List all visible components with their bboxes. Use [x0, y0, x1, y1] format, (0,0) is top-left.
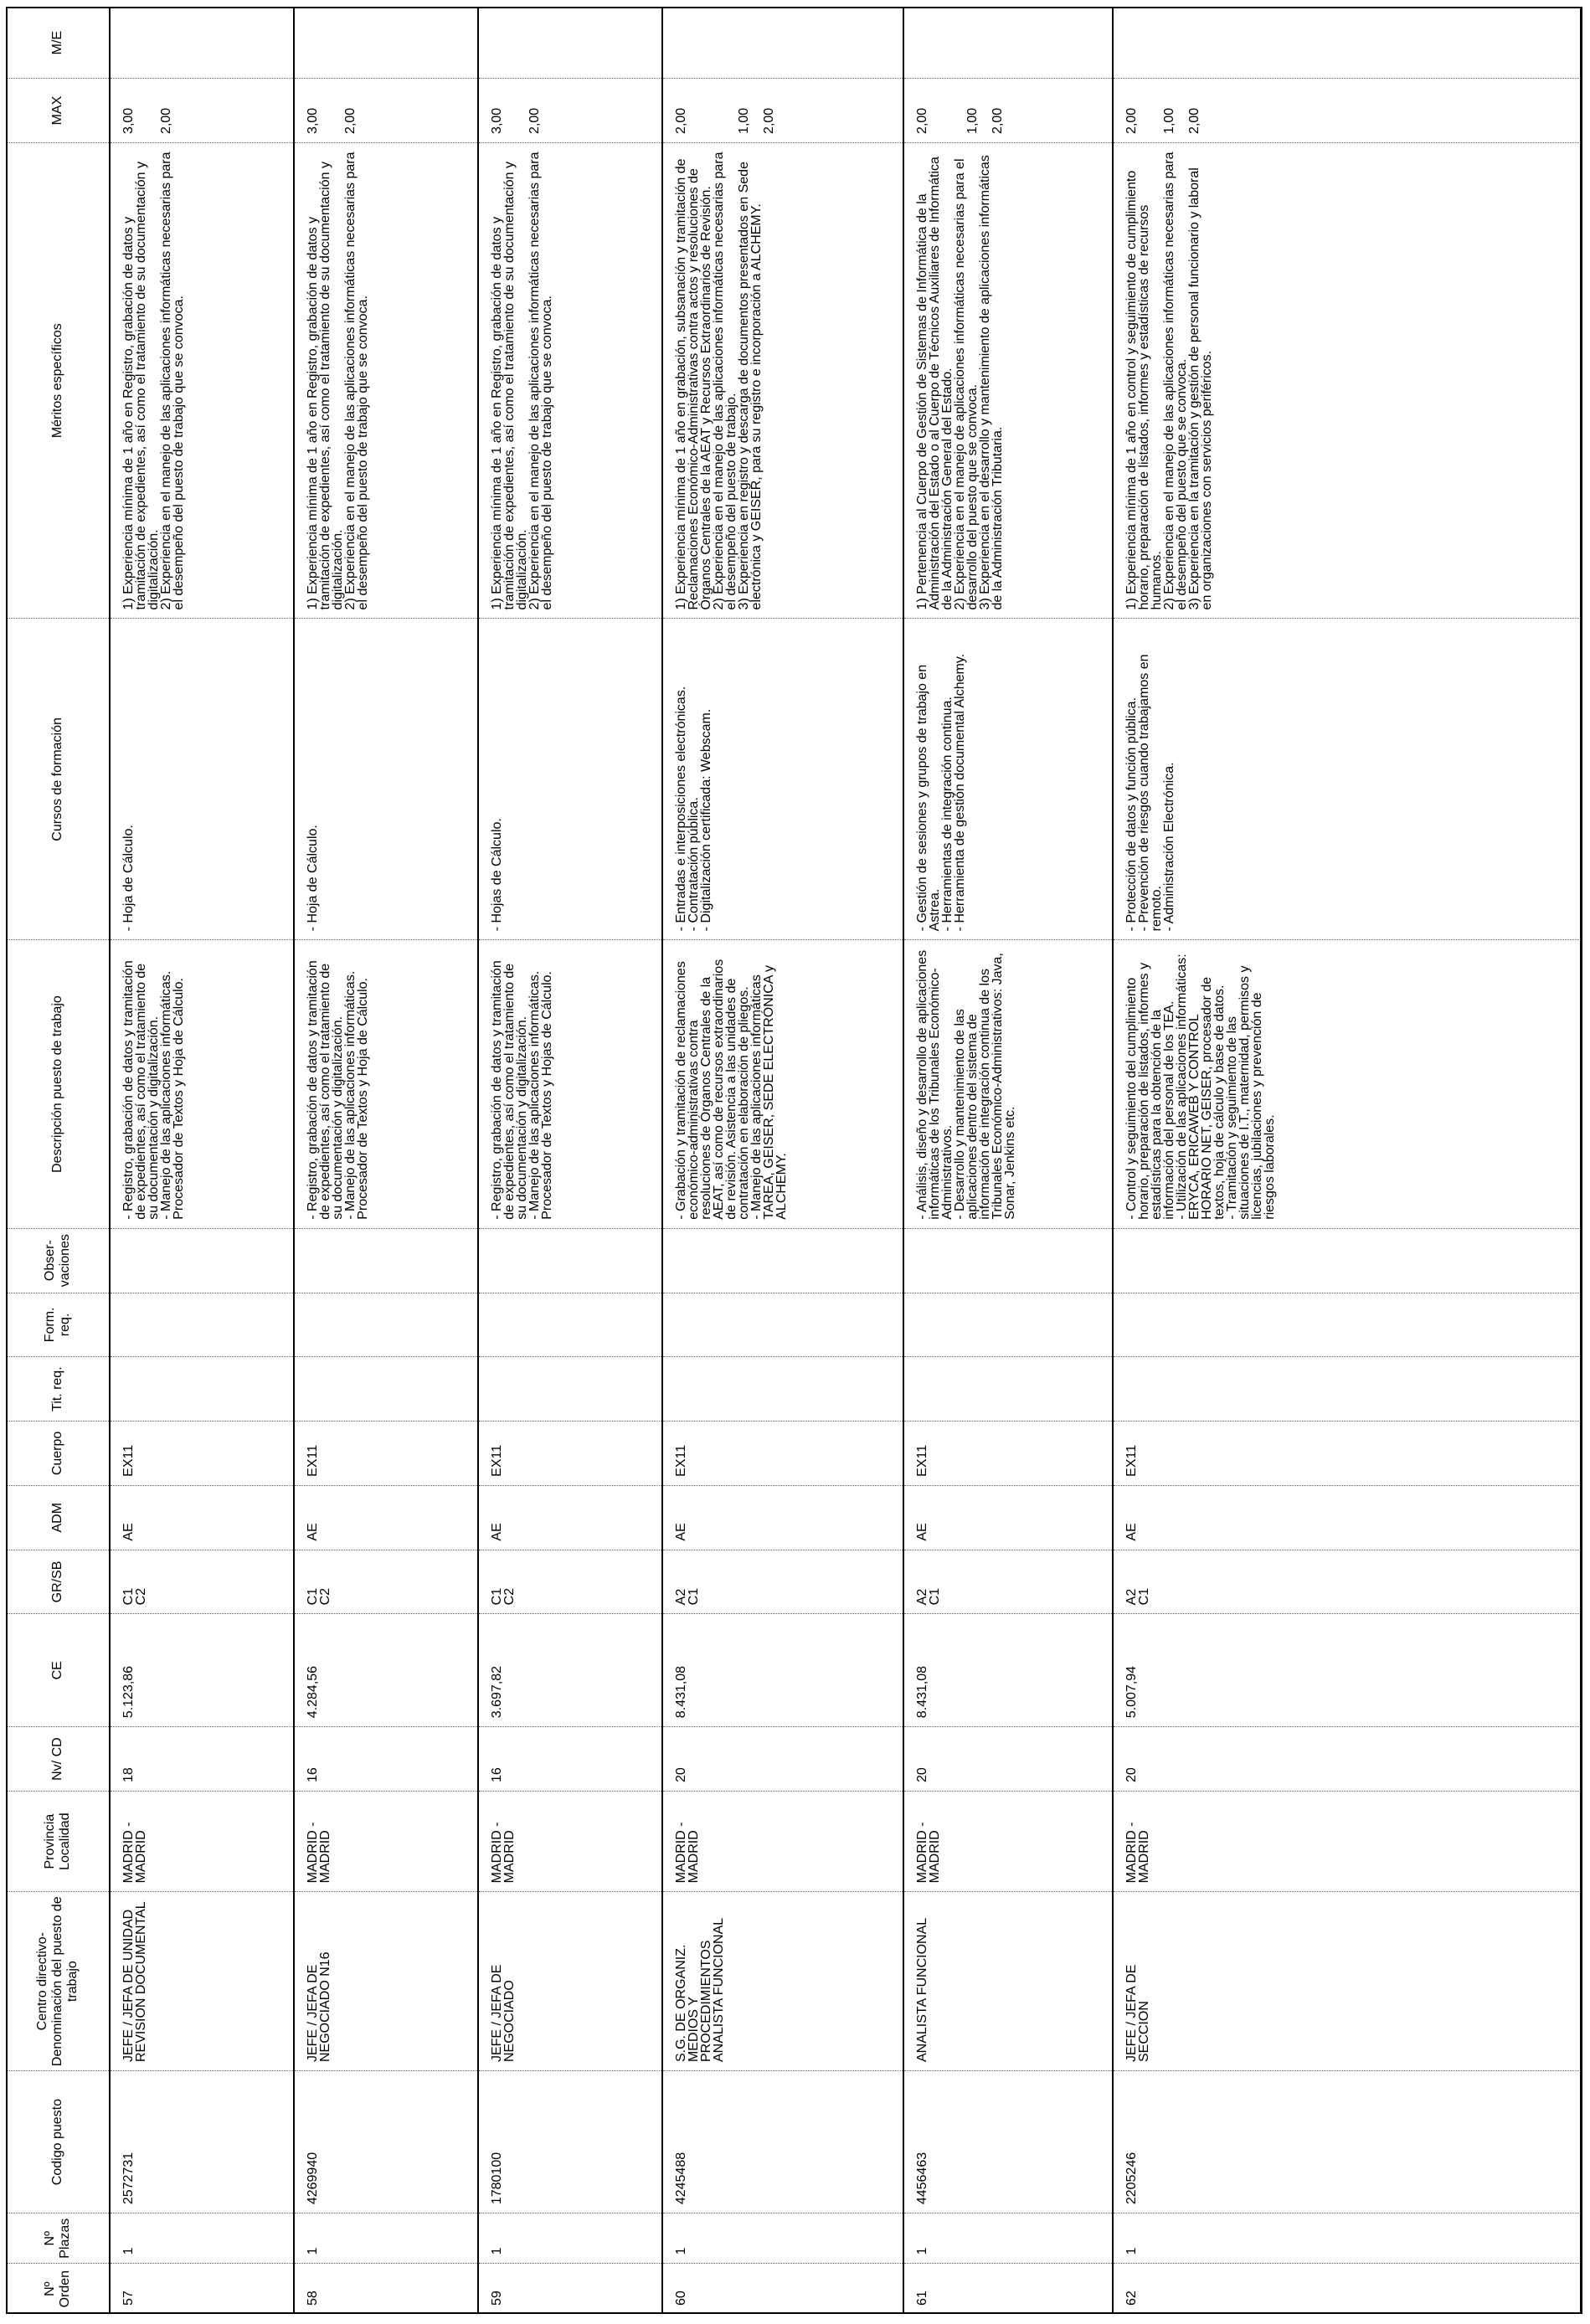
cell-plazas: 1: [1113, 2213, 1582, 2264]
cell-ce: 4.284,56: [294, 1614, 478, 1727]
cell-grsb: C1 C2: [478, 1550, 662, 1614]
cell-cuerpo: EX11: [662, 1422, 903, 1486]
cell-obs: [903, 1228, 1113, 1293]
cell-orden: 59: [478, 2264, 662, 2314]
cell-obs: [294, 1228, 478, 1293]
table-row: [478, 8, 662, 2315]
cell-cursos: - Entradas e interposiciones electrónicas. - Contratación pública. - Digitalización certificada: Webscam.: [662, 619, 903, 940]
cell-obs: [478, 1228, 662, 1293]
cell-codigo: 4269940: [294, 2071, 478, 2213]
cell-ce: 5.007,94: [1113, 1614, 1582, 1727]
cell-tit: [662, 1357, 903, 1422]
positions-table: [6, 7, 1582, 2314]
cell-codigo: 4456463: [903, 2071, 1113, 2213]
cell-meritos: 1) Experiencia mínima de 1 año en Registro, grabación de datos y tramitación de expedientes, así como el tratamiento de su documentación y digitalización. 2) Experiencia en el manejo de las aplicaciones informáticas necesarias para el desempeño del puesto de trabajo que se convoca.: [110, 142, 294, 619]
cell-meritos: 1) Experiencia mínima de 1 año en grabación, subsanación y tramitación de Reclamaciones Económico-Administrativas contra actos y resoluciones de Órganos Centrales de la AEAT y Recursos Extraordinarios de Revisión. 2) Experiencia en el manejo de las aplicaciones informáticas necesarias para el desempeño del puesto de trabajo. 3) Experiencia en registro y descarga de documentos presentados en Sede electrónica y GEISER, para su registro e incorporación a ALCHEMY.: [662, 142, 903, 619]
cell-max: 2,00 1,00 2,00: [1113, 79, 1582, 143]
header-centro: Centro directivo-Denominación del puesto de trabajo: [6, 1892, 110, 2071]
cell-descripcion: - Registro, grabación de datos y tramitación de expedientes, así como el tratamiento de su documentación y digitalización. - Manejo de las aplicaciones informáticas. Procesador de Textos y Hojas de Cálculo.: [478, 940, 662, 1228]
header-plazas: Nº Plazas: [6, 2213, 110, 2264]
cell-cursos: - Hojas de Cálculo.: [478, 619, 662, 940]
cell-provincia: MADRID - MADRID: [294, 1791, 478, 1891]
header-obs: Obser-vaciones: [6, 1228, 110, 1293]
cell-meritos: 1) Experiencia mínima de 1 año en control y seguimiento de cumplimiento horario, preparación de listados, informes y estadísticas de recursos humanos. 2) Experiencia en el manejo de las aplicaciones informáticas necesarias para el desempeño del puesto que se convoca. 3) Experiencia en la tramitación y gestión de personal funcionario y laboral en organizaciones con servicios periféricos.: [1113, 142, 1582, 619]
table-row: [1113, 8, 1582, 2315]
header-codigo: Codigo puesto: [6, 2071, 110, 2213]
header-cursos: Cursos de formación: [6, 619, 110, 940]
header-nivel: Nv/ CD: [6, 1727, 110, 1792]
cell-form: [294, 1293, 478, 1357]
cell-provincia: MADRID - MADRID: [662, 1791, 903, 1891]
cell-cuerpo: EX11: [294, 1422, 478, 1486]
cell-me: [903, 8, 1113, 79]
header-cuerpo: Cuerpo: [6, 1422, 110, 1486]
cell-plazas: 1: [903, 2213, 1113, 2264]
cell-ce: 5.123,86: [110, 1614, 294, 1727]
header-adm: ADM: [6, 1485, 110, 1550]
cell-me: [1113, 8, 1582, 79]
cell-me: [662, 8, 903, 79]
cell-nivel: 18: [110, 1727, 294, 1792]
cell-cuerpo: EX11: [1113, 1422, 1582, 1486]
table-row: [662, 8, 903, 2315]
cell-codigo: 1780100: [478, 2071, 662, 2213]
cell-codigo: 2572731: [110, 2071, 294, 2213]
cell-form: [478, 1293, 662, 1357]
header-max: MAX: [6, 79, 110, 143]
cell-tit: [110, 1357, 294, 1422]
cell-orden: 58: [294, 2264, 478, 2314]
cell-cuerpo: EX11: [110, 1422, 294, 1486]
cell-plazas: 1: [294, 2213, 478, 2264]
cell-adm: AE: [478, 1485, 662, 1550]
header-form: Form. req.: [6, 1293, 110, 1357]
cell-tit: [478, 1357, 662, 1422]
cell-max: 3,00 2,00: [478, 79, 662, 143]
cell-grsb: A2 C1: [662, 1550, 903, 1614]
cell-descripcion: - Análisis, diseño y desarrollo de aplicaciones informáticas de los Tribunales Económico-Administrativos. - Desarrollo y mantenimiento de las aplicaciones dentro del sistema de información de integración continua de los Tribunales Económico-Administrativos: Java, Sonar, Jenkins etc.: [903, 940, 1113, 1228]
cell-nivel: 20: [903, 1727, 1113, 1792]
cell-meritos: 1) Experiencia mínima de 1 año en Registro, grabación de datos y tramitación de expedientes, así como el tratamiento de su documentación y digitalización. 2) Experiencia en el manejo de las aplicaciones informáticas necesarias para el desempeño del puesto de trabajo que se convoca.: [478, 142, 662, 619]
cell-codigo: 2205246: [1113, 2071, 1582, 2213]
cell-adm: AE: [903, 1485, 1113, 1550]
cell-nivel: 16: [478, 1727, 662, 1792]
cell-max: 2,00 1,00 2,00: [903, 79, 1113, 143]
table-row: [110, 8, 294, 2315]
header-orden: Nº Orden: [6, 2264, 110, 2314]
cell-orden: 57: [110, 2264, 294, 2314]
cell-provincia: MADRID - MADRID: [1113, 1791, 1582, 1891]
header-grsb: GR/SB: [6, 1550, 110, 1614]
cell-grsb: A2 C1: [1113, 1550, 1582, 1614]
cell-max: 3,00 2,00: [294, 79, 478, 143]
cell-descripcion: - Grabación y tramitación de reclamaciones económico-administrativas contra resoluciones de Órganos Centrales de la AEAT, así como de recursos extraordinarios de revisión. Asistencia a las unidades de contratación en elaboración de pliegos. - Manejo de las aplicaciones informáticas TAREA, GEISER, SEDE ELECTRÓNICA y ALCHEMY.: [662, 940, 903, 1228]
cell-orden: 61: [903, 2264, 1113, 2314]
cell-centro: ANALISTA FUNCIONAL: [903, 1892, 1113, 2071]
cell-orden: 60: [662, 2264, 903, 2314]
header-tit: Tit. req.: [6, 1357, 110, 1422]
cell-tit: [1113, 1357, 1582, 1422]
cell-codigo: 4245488: [662, 2071, 903, 2213]
cell-form: [1113, 1293, 1582, 1357]
cell-provincia: MADRID - MADRID: [110, 1791, 294, 1891]
cell-nivel: 20: [662, 1727, 903, 1792]
header-descripcion: Descripción puesto de trabajo: [6, 940, 110, 1228]
table-row: [903, 8, 1113, 2315]
cell-centro: JEFE / JEFA DE NEGOCIADO N16: [294, 1892, 478, 2071]
cell-provincia: MADRID - MADRID: [478, 1791, 662, 1891]
header-meritos: Méritos específicos: [6, 142, 110, 619]
cell-form: [903, 1293, 1113, 1357]
cell-obs: [110, 1228, 294, 1293]
header-me: M/E: [6, 8, 110, 79]
cell-centro: JEFE / JEFA DE SECCION: [1113, 1892, 1582, 2071]
cell-obs: [1113, 1228, 1582, 1293]
cell-descripcion: - Control y seguimiento del cumplimiento horario, preparación de listados, informes y estadísticas para la obtención de la información del personal de los TEA. - Utilización de las aplicaciones informáticas: ERYCA, ERICAWEB Y CONTROL HORARIO NET, GEISER, procesador de textos, hoja de cálculo y base de datos. - Tramitación y seguimiento de las situaciones de I.T., maternidad, permisos y licencias, jubilaciones y prevención de riesgos laborales.: [1113, 940, 1582, 1228]
cell-grsb: C1 C2: [294, 1550, 478, 1614]
cell-ce: 8.431,08: [662, 1614, 903, 1727]
cell-descripcion: - Registro, grabación de datos y tramitación de expedientes, así como el tratamiento de su documentación y digitalización. - Manejo de las aplicaciones informáticas. Procesador de Textos y Hoja de Cálculo.: [110, 940, 294, 1228]
cell-form: [662, 1293, 903, 1357]
header-provincia: Provincia Localidad: [6, 1791, 110, 1891]
cell-provincia: MADRID - MADRID: [903, 1791, 1113, 1891]
cell-descripcion: - Registro, grabación de datos y tramitación de expedientes, así como el tratamiento de su documentación y digitalización. - Manejo de las aplicaciones informáticas. Procesador de Textos y Hoja de Cálculo.: [294, 940, 478, 1228]
cell-adm: AE: [1113, 1485, 1582, 1550]
cell-adm: AE: [110, 1485, 294, 1550]
cell-obs: [662, 1228, 903, 1293]
cell-cuerpo: EX11: [478, 1422, 662, 1486]
cell-centro: S.G. DE ORGANIZ. MEDIOS Y PROCEDIMIENTOS ANALISTA FUNCIONAL: [662, 1892, 903, 2071]
cell-adm: AE: [662, 1485, 903, 1550]
cell-centro: JEFE / JEFA DE UNIDAD REVISION DOCUMENTAL: [110, 1892, 294, 2071]
cell-nivel: 20: [1113, 1727, 1582, 1792]
header-ce: CE: [6, 1614, 110, 1727]
cell-tit: [294, 1357, 478, 1422]
cell-me: [110, 8, 294, 79]
cell-cursos: - Protección de datos y función pública. - Prevención de riesgos cuando trabajamos en remoto. - Administración Electrónica.: [1113, 619, 1582, 940]
cell-ce: 3.697,82: [478, 1614, 662, 1727]
cell-ce: 8.431,08: [903, 1614, 1113, 1727]
cell-cursos: - Hoja de Cálculo.: [110, 619, 294, 940]
cell-meritos: 1) Experiencia mínima de 1 año en Registro, grabación de datos y tramitación de expedientes, así como el tratamiento de su documentación y digitalización. 2) Experiencia en el manejo de las aplicaciones informáticas necesarias para el desempeño del puesto de trabajo que se convoca.: [294, 142, 478, 619]
cell-plazas: 1: [662, 2213, 903, 2264]
cell-plazas: 1: [110, 2213, 294, 2264]
cell-me: [294, 8, 478, 79]
cell-me: [478, 8, 662, 79]
header-row: [6, 8, 110, 2315]
cell-meritos: 1) Pertenencia al Cuerpo de Gestión de Sistemas de Informática de la Administración del Estado o al Cuerpo de Técnicos Auxiliares de Informática de la Administración General del Estado. 2) Experiencia en el manejo de aplicaciones informáticas necesarias para el desarrollo del puesto que se convoca. 3) Experiencia en el desarrollo y mantenimiento de aplicaciones informáticas de la Administración Tributaria.: [903, 142, 1113, 619]
cell-cursos: - Gestión de sesiones y grupos de trabajo en Astrea. - Herramientas de integración continua. - Herramienta de gestión documental Alchemy.: [903, 619, 1113, 940]
cell-orden: 62: [1113, 2264, 1582, 2314]
cell-max: 2,00 1,00 2,00: [662, 79, 903, 143]
cell-grsb: C1 C2: [110, 1550, 294, 1614]
cell-grsb: A2 C1: [903, 1550, 1113, 1614]
cell-adm: AE: [294, 1485, 478, 1550]
cell-cuerpo: EX11: [903, 1422, 1113, 1486]
cell-plazas: 1: [478, 2213, 662, 2264]
cell-cursos: - Hoja de Cálculo.: [294, 619, 478, 940]
cell-max: 3,00 2,00: [110, 79, 294, 143]
table-row: [294, 8, 478, 2315]
cell-nivel: 16: [294, 1727, 478, 1792]
cell-centro: JEFE / JEFA DE NEGOCIADO: [478, 1892, 662, 2071]
cell-tit: [903, 1357, 1113, 1422]
cell-form: [110, 1293, 294, 1357]
